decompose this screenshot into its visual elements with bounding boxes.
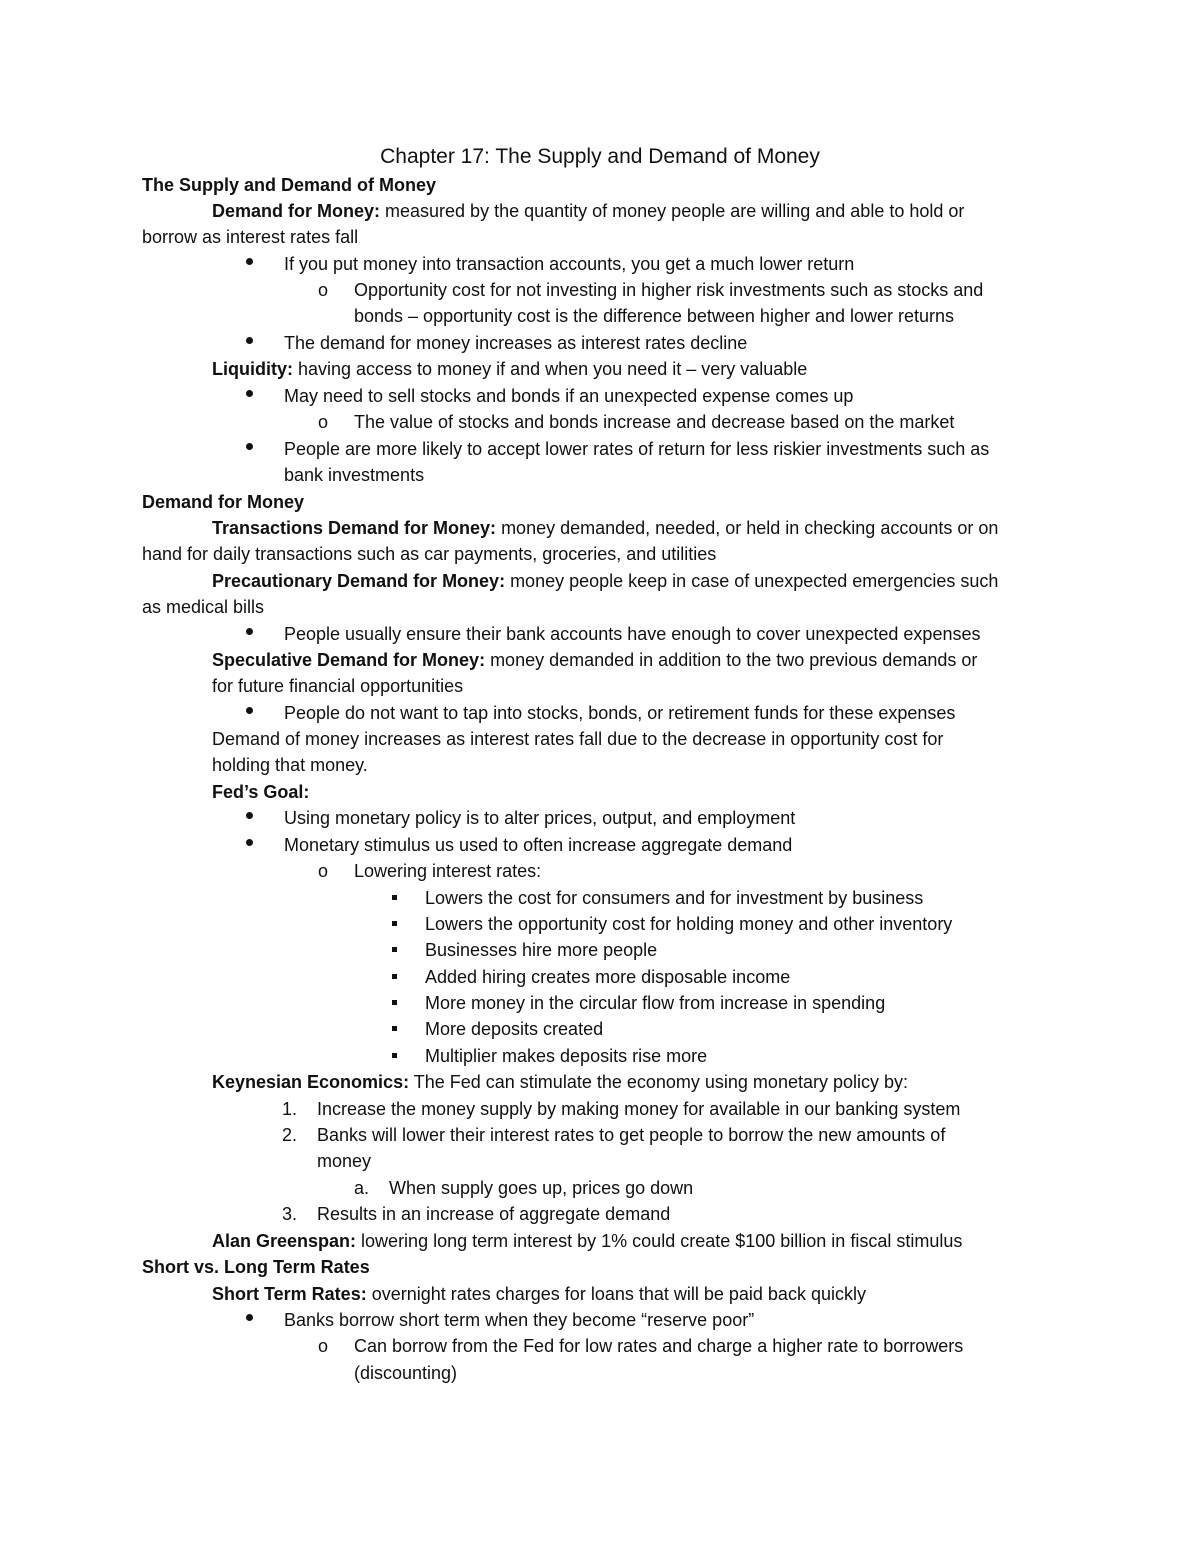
term: Transactions Demand for Money: bbox=[212, 518, 497, 538]
numbered-marker: 2. bbox=[282, 1125, 298, 1145]
numbered-marker: 1. bbox=[282, 1099, 298, 1119]
numbered-item-text: Increase the money supply by making money for available in our banking system bbox=[317, 1099, 961, 1119]
sub-bullet-marker: o bbox=[318, 412, 329, 432]
bullet-dot bbox=[246, 628, 253, 635]
definition-text: money demanded, needed, or held in checking accounts or on bbox=[496, 518, 999, 538]
section-heading: Demand for Money bbox=[142, 492, 305, 512]
sub-bullet-marker: o bbox=[318, 861, 329, 881]
bullet-text: The demand for money increases as interest rates decline bbox=[284, 333, 748, 353]
bullet-dot bbox=[246, 337, 253, 344]
definition-line bbox=[212, 647, 977, 673]
sub-bullet-continuation: bonds – opportunity cost is the difference between higher and lower returns bbox=[354, 306, 955, 326]
bullet-dot bbox=[246, 390, 253, 397]
bullet-dot bbox=[246, 258, 253, 265]
bullet-text: Using monetary policy is to alter prices, output, and employment bbox=[284, 808, 796, 828]
bullet-dot bbox=[246, 707, 253, 714]
definition-continuation: for future financial opportunities bbox=[212, 676, 464, 696]
numbered-item-text: Banks will lower their interest rates to get people to borrow the new amounts of bbox=[317, 1125, 946, 1145]
square-bullet-text: Lowers the opportunity cost for holding money and other inventory bbox=[425, 914, 953, 934]
definition-text: measured by the quantity of money people are willing and able to hold or bbox=[380, 201, 965, 221]
definition-line bbox=[212, 1228, 962, 1254]
sub-bullet-text: Can borrow from the Fed for low rates and charge a higher rate to borrowers bbox=[354, 1336, 964, 1356]
term: Precautionary Demand for Money: bbox=[212, 571, 506, 591]
numbered-item-text: Results in an increase of aggregate demand bbox=[317, 1204, 671, 1224]
definition-text: money people keep in case of unexpected emergencies such bbox=[505, 571, 999, 591]
square-bullet bbox=[392, 895, 397, 900]
sub-bullet-continuation: (discounting) bbox=[354, 1363, 458, 1383]
sub-bullet-text: The value of stocks and bonds increase and decrease based on the market bbox=[354, 412, 955, 432]
sub-bullet-marker: o bbox=[318, 280, 329, 300]
sub-bullet-marker: o bbox=[318, 1336, 329, 1356]
definition-text: overnight rates charges for loans that will be paid back quickly bbox=[366, 1284, 866, 1304]
sub-bullet-text: Lowering interest rates: bbox=[354, 861, 542, 881]
definition-line bbox=[212, 356, 807, 382]
square-bullet-text: Multiplier makes deposits rise more bbox=[425, 1046, 708, 1066]
term: Fed’s Goal: bbox=[212, 782, 310, 802]
paragraph-line: holding that money. bbox=[212, 755, 368, 775]
term: Short Term Rates: bbox=[212, 1284, 367, 1304]
page-title: Chapter 17: The Supply and Demand of Money bbox=[380, 145, 820, 168]
square-bullet bbox=[392, 1026, 397, 1031]
definition-line bbox=[212, 1069, 908, 1095]
definition-text: having access to money if and when you need it – very valuable bbox=[292, 359, 808, 379]
bullet-text: People usually ensure their bank accounts have enough to cover unexpected expenses bbox=[284, 624, 981, 644]
section-heading: Short vs. Long Term Rates bbox=[142, 1257, 370, 1277]
square-bullet bbox=[392, 947, 397, 952]
square-bullet-text: More deposits created bbox=[425, 1019, 604, 1039]
square-bullet bbox=[392, 921, 397, 926]
definition-line bbox=[212, 1281, 866, 1307]
bullet-text: If you put money into transaction accounts, you get a much lower return bbox=[284, 254, 855, 274]
term: Demand for Money: bbox=[212, 201, 381, 221]
bullet-continuation: bank investments bbox=[284, 465, 425, 485]
lettered-marker: a. bbox=[354, 1178, 370, 1198]
term: Liquidity: bbox=[212, 359, 293, 379]
definition-text: money demanded in addition to the two previous demands or bbox=[485, 650, 978, 670]
bullet-dot bbox=[246, 443, 253, 450]
square-bullet-text: More money in the circular flow from increase in spending bbox=[425, 993, 886, 1013]
definition-continuation: hand for daily transactions such as car payments, groceries, and utilities bbox=[142, 544, 717, 564]
square-bullet-text: Businesses hire more people bbox=[425, 940, 658, 960]
term: Speculative Demand for Money: bbox=[212, 650, 486, 670]
term: Keynesian Economics: bbox=[212, 1072, 410, 1092]
bullet-dot bbox=[246, 839, 253, 846]
sub-bullet-text: Opportunity cost for not investing in higher risk investments such as stocks and bbox=[354, 280, 984, 300]
square-bullet bbox=[392, 1000, 397, 1005]
definition-text: lowering long term interest by 1% could create $100 billion in fiscal stimulus bbox=[356, 1231, 963, 1251]
definition-continuation: as medical bills bbox=[142, 597, 265, 617]
bullet-text: May need to sell stocks and bonds if an unexpected expense comes up bbox=[284, 386, 854, 406]
section-heading: The Supply and Demand of Money bbox=[142, 175, 437, 195]
definition-line bbox=[212, 568, 998, 594]
definition-continuation: borrow as interest rates fall bbox=[142, 227, 359, 247]
square-bullet-text: Added hiring creates more disposable income bbox=[425, 967, 791, 987]
definition-text: The Fed can stimulate the economy using monetary policy by: bbox=[409, 1072, 908, 1092]
bullet-text: Banks borrow short term when they become “reserve poor” bbox=[284, 1310, 755, 1330]
lettered-item-text: When supply goes up, prices go down bbox=[389, 1178, 694, 1198]
bullet-dot bbox=[246, 812, 253, 819]
term: Alan Greenspan: bbox=[212, 1231, 357, 1251]
definition-line bbox=[212, 198, 964, 224]
numbered-marker: 3. bbox=[282, 1204, 298, 1224]
paragraph-line: Demand of money increases as interest rates fall due to the decrease in opportunity cost for bbox=[212, 729, 944, 749]
numbered-item-continuation: money bbox=[317, 1151, 372, 1171]
square-bullet-text: Lowers the cost for consumers and for investment by business bbox=[425, 888, 924, 908]
square-bullet bbox=[392, 1053, 397, 1058]
bullet-text: People are more likely to accept lower rates of return for less riskier investments such as bbox=[284, 439, 990, 459]
square-bullet bbox=[392, 974, 397, 979]
bullet-dot bbox=[246, 1314, 253, 1321]
bullet-text: People do not want to tap into stocks, bonds, or retirement funds for these expenses bbox=[284, 703, 956, 723]
definition-line bbox=[212, 515, 998, 541]
bullet-text: Monetary stimulus us used to often increase aggregate demand bbox=[284, 835, 793, 855]
